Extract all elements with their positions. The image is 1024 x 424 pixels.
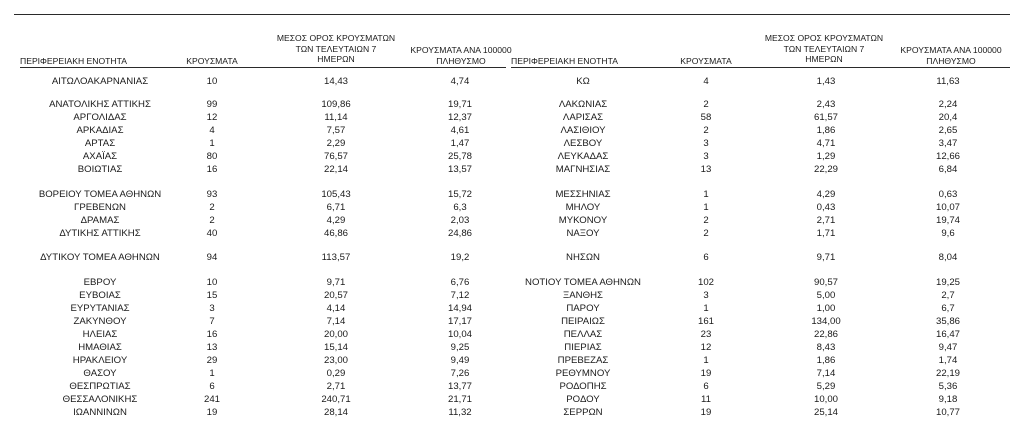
cases-value: 80 [206,151,218,162]
table-row [0,164,1024,176]
region-name: ΓΡΕΒΕΝΩΝ [74,202,126,213]
avg7-value: 109,86 [321,99,351,110]
avg7-value: 7,14 [326,316,346,327]
per100k-value: 6,3 [453,202,467,213]
avg7-value: 2,43 [816,99,836,110]
avg7-value: 9,71 [816,252,836,263]
table-row [0,342,1024,354]
cases-value: 241 [203,394,220,405]
avg7-value: 1,86 [816,125,836,136]
region-name: ΗΛΕΙΑΣ [82,329,118,340]
per100k-value: 5,36 [938,381,958,392]
per100k-value: 7,12 [450,290,470,301]
avg7-value: 4,71 [816,138,836,149]
cases-value: 4 [209,125,215,136]
cases-value: 15 [206,290,218,301]
region-name: ΠΕΙΡΑΙΩΣ [561,316,605,327]
region-name: ΛΕΥΚΑΔΑΣ [557,151,609,162]
per100k-value: 0,63 [938,189,958,200]
cases-value: 13 [700,164,712,175]
table-row [0,329,1024,341]
cases-value: 19 [700,368,712,379]
per100k-value: 25,78 [447,151,472,162]
avg7-value: 6,71 [326,202,346,213]
avg7-value: 76,57 [323,151,348,162]
top-rule [14,14,1010,15]
avg7-value: 5,00 [816,290,836,301]
table-row [0,316,1024,328]
cases-value: 10 [206,76,218,87]
per100k-value: 17,17 [447,316,472,327]
per100k-value: 7,26 [450,368,470,379]
region-name: ΜΑΓΝΗΣΙΑΣ [555,164,611,175]
region-name: ΡΟΔΟΥ [566,394,600,405]
table-row [0,381,1024,393]
cases-value: 2 [703,228,709,239]
region-name: ΘΑΣΟΥ [83,368,117,379]
cases-value: 1 [703,202,709,213]
region-name: ΞΑΝΘΗΣ [563,290,603,301]
cases-value: 12 [206,112,218,123]
table-row [0,76,1024,88]
per100k-value: 13,77 [447,381,472,392]
region-name: ΝΟΤΙΟΥ ΤΟΜΕΑ ΑΘΗΝΩΝ [525,277,641,288]
region-name: ΒΟΙΩΤΙΑΣ [77,164,123,175]
avg7-value: 1,43 [816,76,836,87]
avg7-value: 1,86 [816,355,836,366]
region-name: ΛΑΣΙΘΙΟΥ [560,125,606,136]
avg7-value: 113,57 [321,252,351,263]
header-avg7-right: ΜΕΣΟΣ ΟΡΟΣ ΚΡΟΥΣΜΑΤΩΝ ΤΩΝ ΤΕΛΕΥΤΑΙΩΝ 7 ΗΜΕΡΩΝ [764,33,884,64]
per100k-value: 24,86 [447,228,472,239]
avg7-value: 14,43 [323,76,348,87]
avg7-value: 4,14 [326,303,346,314]
header-region-left: ΠΕΡΙΦΕΡΕΙΑΚΗ ΕΝΟΤΗΤΑ [20,56,127,66]
table-row [0,112,1024,124]
cases-value: 4 [703,76,709,87]
cases-value: 19 [206,407,218,418]
region-name: ΕΥΒΟΙΑΣ [79,290,121,301]
header-region-right: ΠΕΡΙΦΕΡΕΙΑΚΗ ΕΝΟΤΗΤΑ [511,56,618,66]
region-name: ΚΩ [576,76,590,87]
region-name: ΠΙΕΡΙΑΣ [564,342,602,353]
cases-value: 161 [697,316,714,327]
cases-value: 16 [206,329,218,340]
cases-value: 3 [703,151,709,162]
avg7-value: 5,29 [816,381,836,392]
avg7-value: 4,29 [816,189,836,200]
per100k-value: 12,66 [935,151,960,162]
table-row [0,228,1024,240]
region-name: ΡΟΔΟΠΗΣ [559,381,607,392]
per100k-value: 9,6 [941,228,955,239]
table-row [0,355,1024,367]
table-row [0,202,1024,214]
region-name: ΗΡΑΚΛΕΙΟΥ [72,355,128,366]
cases-value: 6 [703,381,709,392]
region-name: ΘΕΣΣΑΛΟΝΙΚΗΣ [62,394,138,405]
region-name: ΣΕΡΡΩΝ [563,407,603,418]
region-name: ΠΡΕΒΕΖΑΣ [557,355,609,366]
per100k-value: 35,86 [935,316,960,327]
avg7-value: 15,14 [323,342,348,353]
avg7-value: 20,00 [323,329,348,340]
cases-value: 99 [206,99,218,110]
header-cases-right: ΚΡΟΥΣΜΑΤΑ [680,56,732,66]
per100k-value: 22,19 [935,368,960,379]
per100k-value: 10,07 [935,202,960,213]
cases-value: 94 [206,252,218,263]
per100k-value: 11,32 [448,407,472,418]
per100k-value: 16,47 [935,329,960,340]
avg7-value: 7,57 [326,125,346,136]
per100k-value: 2,24 [938,99,958,110]
region-name: ΙΩΑΝΝΙΝΩΝ [73,407,127,418]
table-row [0,189,1024,201]
avg7-value: 10,00 [813,394,838,405]
avg7-value: 28,14 [323,407,348,418]
per100k-value: 21,71 [447,394,472,405]
per100k-value: 9,18 [938,394,958,405]
avg7-value: 2,29 [326,138,346,149]
table-row [0,277,1024,289]
avg7-value: 1,00 [816,303,836,314]
region-name: ΔΥΤΙΚΟΥ ΤΟΜΕΑ ΑΘΗΝΩΝ [40,252,160,263]
cases-value: 23 [700,329,712,340]
cases-value: 3 [209,303,215,314]
cases-value: 10 [206,277,218,288]
avg7-value: 11,14 [324,112,348,123]
per100k-value: 1,47 [450,138,470,149]
region-name: ΕΥΡΥΤΑΝΙΑΣ [70,303,130,314]
cases-value: 2 [209,215,215,226]
cases-value: 1 [703,355,709,366]
header-rule-left [20,67,506,68]
avg7-value: 23,00 [323,355,348,366]
cases-value: 1 [703,303,709,314]
table-row [0,303,1024,315]
table-row [0,99,1024,111]
cases-value: 6 [703,252,709,263]
region-name: ΗΜΑΘΙΑΣ [78,342,122,353]
cases-value: 11 [701,394,711,405]
region-name: ΜΗΛΟΥ [565,202,601,213]
per100k-value: 14,94 [447,303,472,314]
region-name: ΝΑΞΟΥ [566,228,600,239]
avg7-value: 90,57 [813,277,838,288]
cases-value: 16 [206,164,218,175]
per100k-value: 9,47 [938,342,958,353]
per100k-value: 19,2 [450,252,470,263]
avg7-value: 0,29 [326,368,346,379]
region-name: ΛΕΣΒΟΥ [563,138,603,149]
per100k-value: 9,49 [450,355,470,366]
avg7-value: 20,57 [323,290,348,301]
region-name: ΑΧΑΪΑΣ [82,151,118,162]
per100k-value: 4,61 [450,125,470,136]
region-name: ΡΕΘΥΜΝΟΥ [555,368,611,379]
region-name: ΒΟΡΕΙΟΥ ΤΟΜΕΑ ΑΘΗΝΩΝ [38,189,162,200]
region-name: ΘΕΣΠΡΩΤΙΑΣ [69,381,131,392]
cases-value: 1 [209,138,215,149]
table-row [0,290,1024,302]
avg7-value: 2,71 [326,381,346,392]
region-name: ΠΑΡΟΥ [566,303,600,314]
per100k-value: 4,74 [450,76,470,87]
region-name: ΔΡΑΜΑΣ [80,215,120,226]
avg7-value: 7,14 [816,368,836,379]
avg7-value: 8,43 [816,342,836,353]
region-name: ΛΑΡΙΣΑΣ [562,112,604,123]
region-name: ΛΑΚΩΝΙΑΣ [558,99,608,110]
avg7-value: 22,86 [813,329,838,340]
region-name: ΕΒΡΟΥ [83,277,117,288]
table-row [0,215,1024,227]
cases-value: 58 [700,112,712,123]
per100k-value: 9,25 [450,342,470,353]
per100k-value: 3,47 [938,138,958,149]
region-name: ΑΡΤΑΣ [84,138,116,149]
per100k-value: 15,72 [447,189,472,200]
per100k-value: 19,25 [935,277,960,288]
cases-value: 3 [703,138,709,149]
avg7-value: 134,00 [811,316,841,327]
per100k-value: 10,04 [447,329,472,340]
header-avg7-left: ΜΕΣΟΣ ΟΡΟΣ ΚΡΟΥΣΜΑΤΩΝ ΤΩΝ ΤΕΛΕΥΤΑΙΩΝ 7 ΗΜΕΡΩΝ [276,33,396,64]
per100k-value: 19,74 [935,215,960,226]
cases-value: 3 [703,290,709,301]
cases-value: 1 [703,189,709,200]
per100k-value: 20,4 [938,112,958,123]
cases-value: 6 [209,381,215,392]
avg7-value: 22,29 [813,164,838,175]
avg7-value: 9,71 [326,277,346,288]
per100k-value: 2,03 [450,215,470,226]
avg7-value: 46,86 [323,228,348,239]
per100k-value: 8,04 [938,252,958,263]
avg7-value: 105,43 [321,189,351,200]
per100k-value: 2,7 [941,290,955,301]
region-name: ΝΗΣΩΝ [566,252,600,263]
cases-value: 2 [703,125,709,136]
region-name: ΜΥΚΟΝΟΥ [558,215,608,226]
per100k-value: 6,84 [938,164,958,175]
avg7-value: 4,29 [326,215,346,226]
table-row [0,407,1024,419]
cases-value: 1 [209,368,215,379]
per100k-value: 13,57 [447,164,472,175]
per100k-value: 19,71 [447,99,472,110]
header-per100k-left: ΚΡΟΥΣΜΑΤΑ ΑΝΑ 100000 ΠΛΗΘΥΣΜΟ [410,45,512,66]
cases-value: 93 [206,189,218,200]
cases-value: 13 [206,342,218,353]
cases-value: 2 [209,202,215,213]
region-name: ΔΥΤΙΚΗΣ ΑΤΤΙΚΗΣ [59,228,141,239]
region-name: ΑΡΓΟΛΙΔΑΣ [73,112,127,123]
per100k-value: 12,37 [447,112,472,123]
header-rule-right [511,67,1010,68]
per100k-value: 2,65 [938,125,958,136]
table-row [0,252,1024,264]
table-row [0,138,1024,150]
per100k-value: 10,77 [935,407,960,418]
per100k-value: 1,74 [938,355,958,366]
header-per100k-right: ΚΡΟΥΣΜΑΤΑ ΑΝΑ 100000 ΠΛΗΘΥΣΜΟ [900,45,1002,66]
cases-value: 7 [209,316,215,327]
region-name: ΠΕΛΛΑΣ [563,329,603,340]
region-name: ΖΑΚΥΝΘΟΥ [73,316,127,327]
region-name: ΑΝΑΤΟΛΙΚΗΣ ΑΤΤΙΚΗΣ [49,99,151,110]
region-name: ΑΡΚΑΔΙΑΣ [76,125,124,136]
cases-value: 102 [697,277,714,288]
per100k-value: 6,7 [941,303,955,314]
header-cases-left: ΚΡΟΥΣΜΑΤΑ [186,56,238,66]
avg7-value: 240,71 [321,394,351,405]
avg7-value: 1,71 [816,228,836,239]
table-row [0,394,1024,406]
cases-value: 40 [206,228,218,239]
avg7-value: 22,14 [323,164,348,175]
avg7-value: 0,43 [816,202,836,213]
avg7-value: 25,14 [813,407,838,418]
table-row [0,151,1024,163]
per100k-value: 11,63 [936,76,960,87]
per100k-value: 6,76 [450,277,470,288]
cases-value: 29 [206,355,218,366]
region-name: ΑΙΤΩΛΟΑΚΑΡΝΑΝΙΑΣ [51,76,149,87]
cases-value: 2 [703,215,709,226]
table-row [0,368,1024,380]
table-row [0,125,1024,137]
avg7-value: 61,57 [813,112,838,123]
avg7-value: 1,29 [816,151,836,162]
cases-value: 12 [700,342,712,353]
avg7-value: 2,71 [816,215,836,226]
cases-value: 19 [700,407,712,418]
cases-value: 2 [703,99,709,110]
region-name: ΜΕΣΣΗΝΙΑΣ [555,189,611,200]
